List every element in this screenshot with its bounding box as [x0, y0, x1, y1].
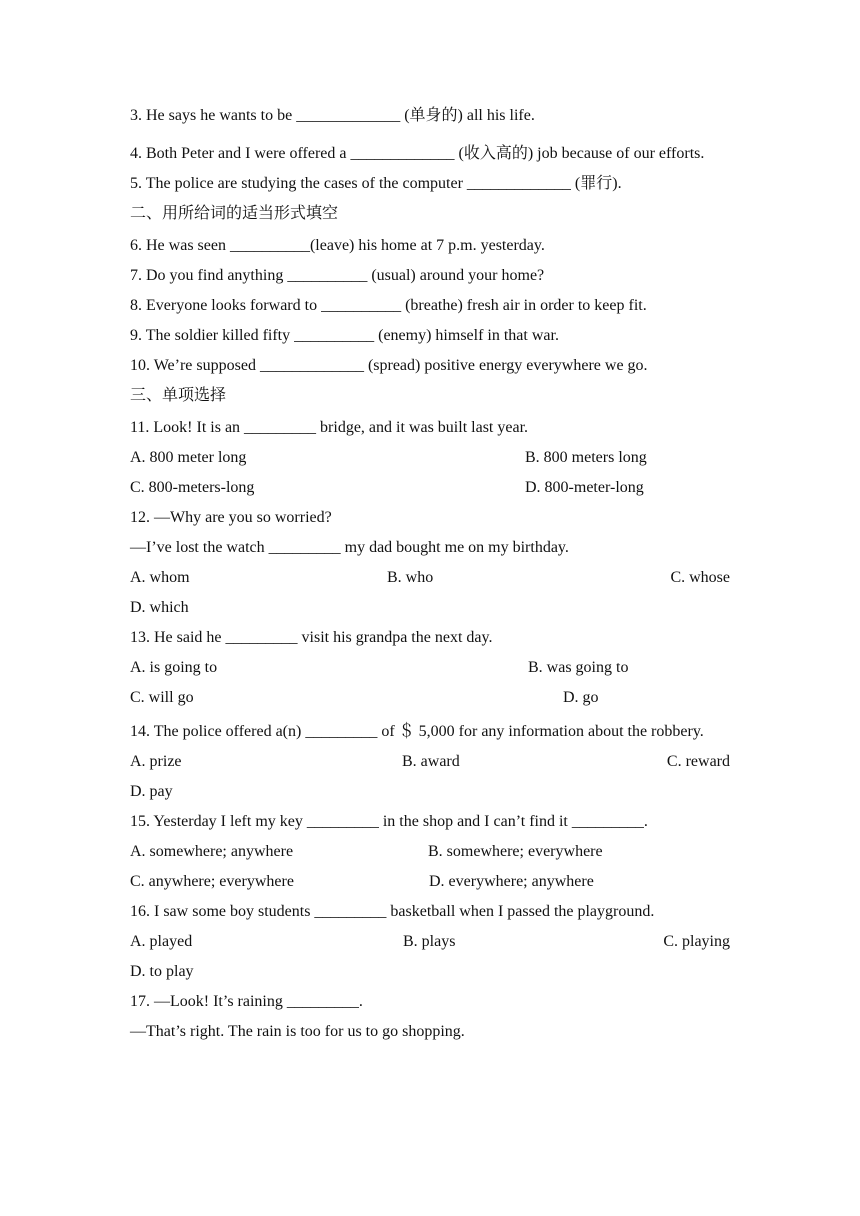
question-9: 9. The soldier killed fifty __________ (enemy) himself in that war. — [130, 327, 559, 344]
option-b: B. who — [387, 569, 434, 586]
option-a: A. is going to — [130, 659, 218, 676]
option-d: D. which — [130, 599, 189, 616]
question-11-options-row-1 — [130, 446, 730, 476]
option-c: C. 800-meters-long — [130, 479, 255, 496]
question-12-reply: —I’ve lost the watch _________ my dad bought me on my birthday. — [130, 539, 569, 556]
option-a: A. prize — [130, 753, 182, 770]
question-8: 8. Everyone looks forward to __________ (breathe) fresh air in order to keep fit. — [130, 297, 647, 314]
option-a: A. somewhere; anywhere — [130, 843, 294, 860]
question-17-reply: —That’s right. The rain is too for us to go shopping. — [130, 1023, 465, 1040]
question-6: 6. He was seen __________(leave) his home at 7 p.m. yesterday. — [130, 237, 545, 254]
question-10: 10. We’re supposed _____________ (spread) positive energy everywhere we go. — [130, 357, 648, 374]
question-16-options-row-1 — [130, 930, 730, 960]
question-14: 14. The police offered a(n) _________ of ＄ 5,000 for any information about the robbery. — [130, 723, 704, 740]
question-11: 11. Look! It is an _________ bridge, and it was built last year. — [130, 419, 529, 436]
question-4: 4. Both Peter and I were offered a _____________ (收入高的) job because of our efforts. — [130, 145, 705, 162]
question-13-options-row-1 — [130, 656, 730, 686]
question-12: 12. —Why are you so worried? — [130, 509, 332, 526]
question-15: 15. Yesterday I left my key _________ in the shop and I can’t find it _________. — [130, 813, 648, 830]
question-15-options-row-2 — [130, 870, 730, 900]
question-7: 7. Do you find anything __________ (usual) around your home? — [130, 267, 545, 284]
question-17: 17. —Look! It’s raining _________. — [130, 993, 363, 1010]
option-b: B. award — [402, 753, 460, 770]
option-d: D. pay — [130, 783, 173, 800]
question-13-options-row-2 — [130, 686, 730, 716]
option-d: D. everywhere; anywhere — [429, 873, 594, 890]
option-b: B. 800 meters long — [525, 449, 647, 466]
option-a: A. played — [130, 933, 193, 950]
option-b: B. somewhere; everywhere — [428, 843, 603, 860]
option-c: C. whose — [670, 569, 730, 586]
worksheet-page — [130, 104, 730, 1050]
option-c: C. playing — [663, 933, 730, 950]
question-13: 13. He said he _________ visit his grandpa the next day. — [130, 629, 493, 646]
option-a: A. whom — [130, 569, 190, 586]
option-b: B. plays — [403, 933, 456, 950]
question-14-options-row-1 — [130, 750, 730, 780]
option-d: D. to play — [130, 963, 194, 980]
option-c: C. will go — [130, 689, 194, 706]
option-a: A. 800 meter long — [130, 449, 247, 466]
option-c: C. reward — [666, 753, 730, 770]
question-3: 3. He says he wants to be _____________ (单身的) all his life. — [130, 107, 535, 124]
question-11-options-row-2 — [130, 476, 730, 506]
section-3-heading: 三、单项选择 — [130, 387, 227, 404]
option-b: B. was going to — [528, 659, 629, 676]
option-c: C. anywhere; everywhere — [130, 873, 294, 890]
option-d: D. 800-meter-long — [525, 479, 644, 496]
question-5: 5. The police are studying the cases of the computer _____________ (罪行). — [130, 175, 622, 192]
question-15-options-row-1 — [130, 840, 730, 870]
question-16: 16. I saw some boy students _________ basketball when I passed the playground. — [130, 903, 655, 920]
option-d: D. go — [563, 689, 599, 706]
section-2-heading: 二、用所给词的适当形式填空 — [130, 205, 339, 222]
question-12-options-row-1 — [130, 566, 730, 596]
